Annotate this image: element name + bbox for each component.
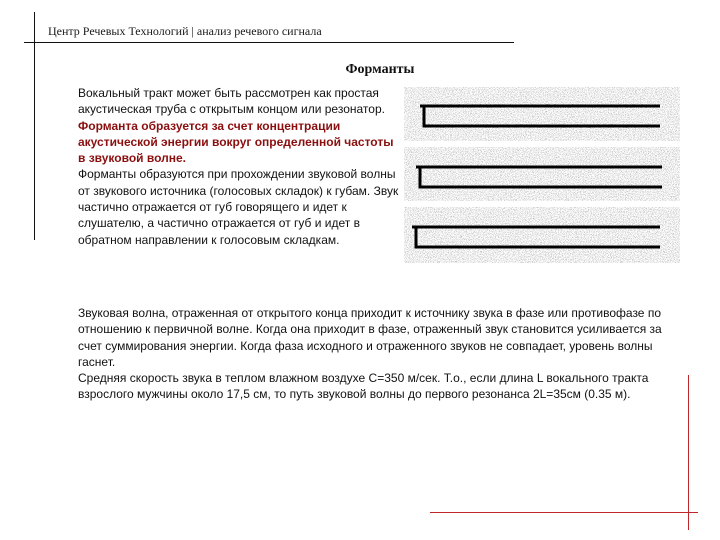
left-text-block xyxy=(78,85,403,248)
tube-3 xyxy=(404,207,680,263)
slide-title: Форманты xyxy=(345,62,415,77)
intro-text: Вокальный тракт может быть рассмотрен как простая акустическая труба с открытым концом или резонатор. xyxy=(78,86,385,117)
reflection-paragraph: Звуковая волна, отраженная от открытого конца приходит к источнику звука в фазе или противофазе по отношению к первичной волне. Когда она приходит в фазе, отраженный звук становится усиливается за счет суммирования энергии. Когда фаза исходного и отраженного звуков не совпадает, уровень волны гаснет. xyxy=(78,306,662,369)
bottom-right-vertical-rule xyxy=(688,375,689,530)
resonance-tube-figure xyxy=(404,85,680,265)
header-title: Центр Речевых Технологий | анализ речевого сигнала xyxy=(48,24,322,38)
formant-definition: Форманта образуется за счет концентрации акустической энергии вокруг определенной частоты в звуковой волне. xyxy=(78,118,394,166)
sound-speed-paragraph: Средняя скорость звука в теплом влажном воздухе С=350 м/сек. Т.о., если длина L вокального тракта взрослого мужчины около 17,5 см, то путь звуковой волны до первого резонанса 2L=35см (0.35 м). xyxy=(78,371,649,402)
bottom-text-block xyxy=(78,305,678,403)
header-divider xyxy=(24,42,514,43)
formant-explanation: Форманты образуются при прохождении звуковой волны от звукового источника (голосовых складок) к губам. Звук частично отражается от губ говорящего и идет к слушателю, а частично отражается от губ и идет в обратном направлении к голосовым складкам. xyxy=(78,167,399,247)
tube-1 xyxy=(404,87,680,141)
tube-2-noise xyxy=(404,147,680,201)
tube-3-noise xyxy=(404,207,680,263)
left-vertical-rule xyxy=(34,12,35,240)
tube-2 xyxy=(404,147,680,201)
bottom-right-horizontal-rule xyxy=(430,512,698,513)
tube-1-noise xyxy=(404,87,680,141)
